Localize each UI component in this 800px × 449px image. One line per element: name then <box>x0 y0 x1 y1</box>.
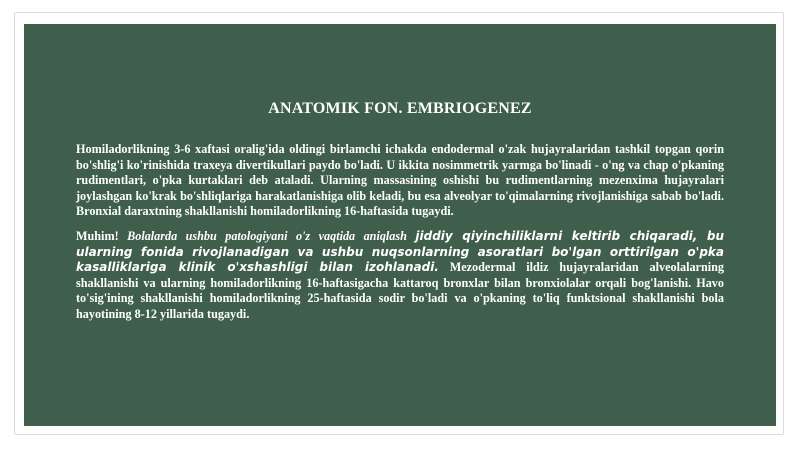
slide-title: ANATOMIK FON. EMBRIOGENEZ <box>268 100 532 117</box>
emphasis-phrase: jiddiy qiyinchiliklarni keltirib chiqaradi, bu ularning fonida rivojlanadigan va ushbu nuqsonlarning asoratlari bo'lgan orttirilgan o'pka kasalliklariga klinik o'xshashligi bilan izohlanadi. <box>76 228 725 275</box>
italic-phrase: Bolalarda ushbu patologiyani o'z vaqtida aniqlash <box>127 228 407 243</box>
paragraph-important-rest: Mezodermal ildiz hujayralaridan alveolalarning shakllanishi va ularning homiladorlikning 16-haftasigacha kattaroq bronxlar bilan bronxiolalar orqali bog'lanishi. Havo to'sig'ining shakllanishi homiladorlikning 25-haftasida sodir bo'ladi va o'pkaning to'liq funktsional shakllanishi bola hayotining 8-12 yillarida tugaydi. <box>76 260 725 321</box>
paragraph-embryogenesis: Homiladorlikning 3-6 xaftasi oralig'ida oldingi birlamchi ichakda endodermal o'zak hujayralaridan tashkil topgan qorin bo'shlig'i ko'rinishida traxeya divertikullari paydo bo'ladi. U ikkita nosimmetrik yarmga bo'linadi - o'ng va chap o'pkaning rudimentlari, o'pka kurtaklari deb ataladi. Ularning massasining oshishi bu rudimentlarning mezenxima hujayralari joylashgan ko'krak bo'shliqlariga harakatlanishiga olib keladi, bu esa alveolyar to'qimalarning rivojlanishiga sabab bo'ladi. Bronxial daraxtning shakllanishi homiladorlikning 16-haftasida tugaydi. <box>76 142 724 219</box>
paragraph-important <box>76 229 724 323</box>
slide-body <box>76 142 724 323</box>
important-label: Muhim! <box>76 228 119 243</box>
slide <box>24 24 776 426</box>
